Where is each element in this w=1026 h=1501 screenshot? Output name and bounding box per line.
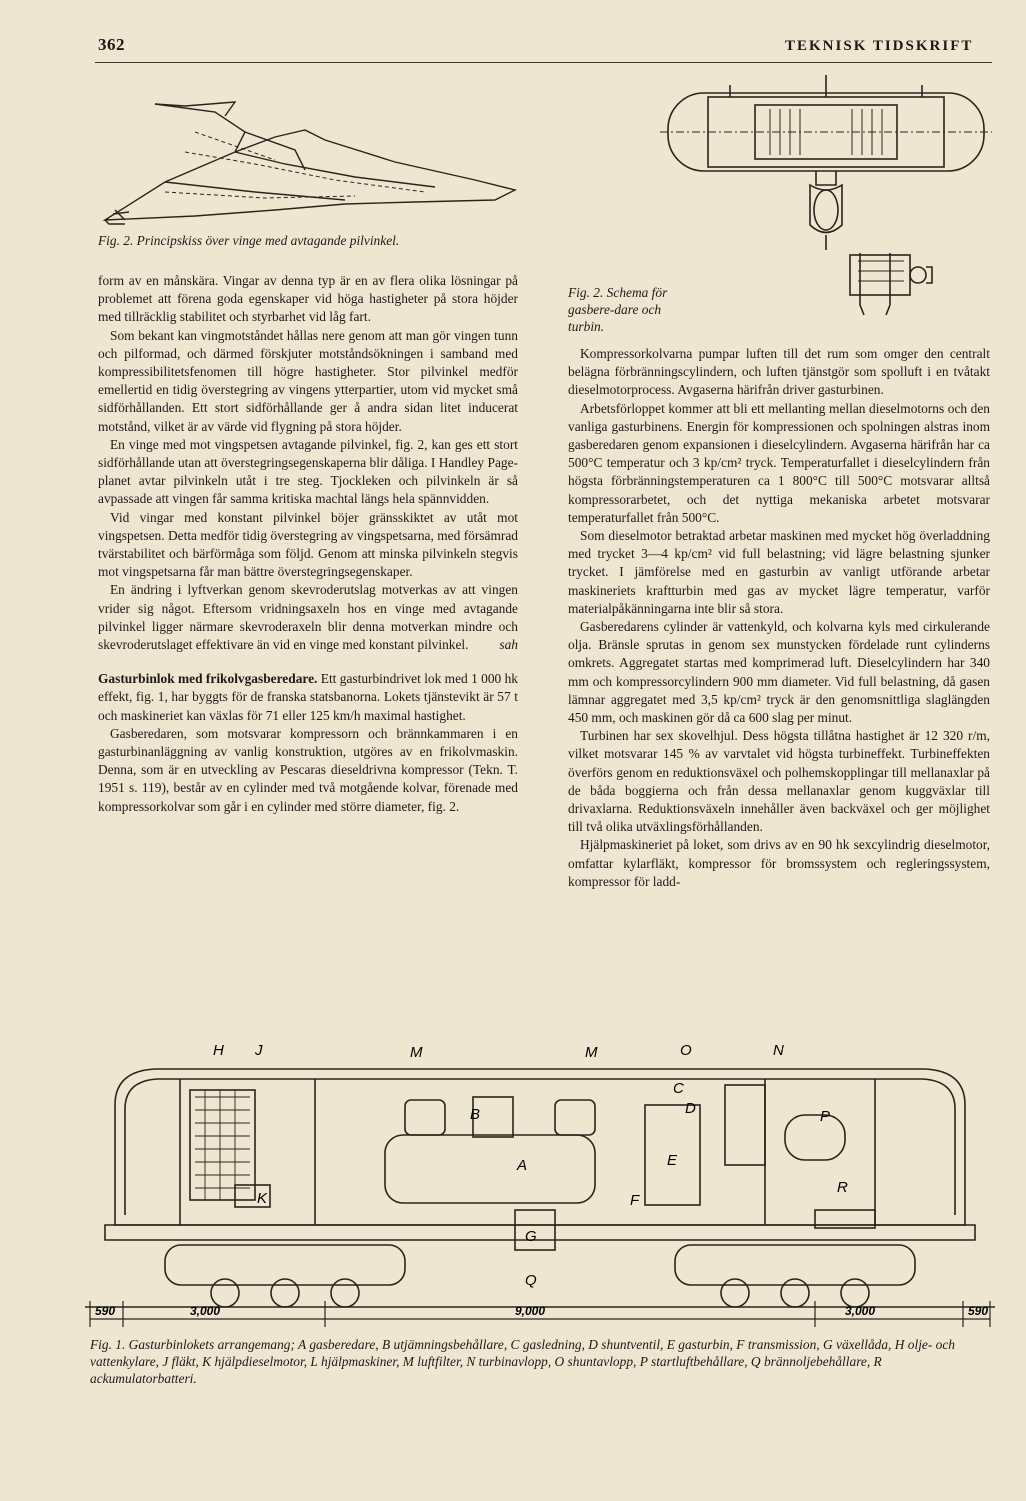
label-m-2: M xyxy=(585,1044,598,1061)
left-paragraph-4: Vid vingar med konstant pilvinkel böjer gränsskiktet av utåt mot vingspetsen. Detta medför tidig överstegring av vingspetsarna, med försämrad tvärstabilitet och bärförmåga som följd. Genom att minska pilvinkeln stegvis mot vingspetsarna får man bättre överstegringsegenskaper. xyxy=(98,509,518,580)
article-paragraph-1-text: Ett gasturbindrivet lok med 1 000 hk effekt, fig. 1, har byggts för de franska statsbanorna. Lokets tjänstevikt är 57 t och maskineriet kan växlas för 71 eller 125 km/h maximal hastighet. xyxy=(98,671,518,723)
locomotive-caption: Fig. 1. Gasturbinlokets arrangemang; A gasberedare, B utjämningsbehållare, C gasledning, D shuntventil, E gasturbin, F transmission, G växellåda, H olje- och vattenkylare, J fläkt, K hjälpdieselmotor, L hjälpmaskiner, M luftfilter, N turbinavlopp, O shuntavlopp, P startluftbehållare, Q brännoljebehållare, R ackumulatorbatteri. xyxy=(90,1337,955,1386)
left-paragraph-3: En vinge med mot vingspetsen avtagande pilvinkel, fig. 2, kan ges ett stort sidförhållande utan att överstegringsegenskaperna blir dåliga. I Handley Page-planet avtar pilvinkeln utåt i tre steg. Tjockleken och pilvinkeln är så avpassade att vingen får samma kritiska machtal längs hela spännvidden. xyxy=(98,436,518,507)
label-q: Q xyxy=(525,1272,537,1289)
right-paragraph-6: Hjälpmaskineriet på loket, som drivs av en 90 hk sexcylindrig dieselmotor, omfattar kylarfläkt, kompressor för bromssystem och regleringssystem, kompressor för ladd- xyxy=(568,837,990,889)
label-a: A xyxy=(517,1157,528,1174)
label-e: E xyxy=(667,1152,678,1169)
dim-1: 590 xyxy=(95,1304,116,1318)
wing-caption: Fig. 2. Principskiss över vinge med avtagande pilvinkel. xyxy=(98,233,400,248)
dim-3: 9,000 xyxy=(515,1304,546,1318)
label-o: O xyxy=(680,1042,692,1059)
left-paragraph-5-text: En ändring i lyftverkan genom skevroderutslag motverkas av att vingen vrider sig något. Eftersom vridningsaxeln hos en vinge med avtagande pilvinkel ligger närmare skevroderaxeln blir denna motverkan mindre och skevroderutslaget effektivare än vid en vinge med konstant pilvinkel. xyxy=(98,582,518,653)
label-r: R xyxy=(837,1179,848,1196)
right-paragraph-5: Turbinen har sex skovelhjul. Dess högsta tillåtna hastighet är 12 320 r/m, vilket motsvarar 145 % av varvtalet vid högsta turbineffekt. Turbineffekten överförs genom en reduktionsväxel och polhemskopplingar till mellanaxlar på de båda boggierna och från dessa mellanaxlar genom kuggväxlar till drivaxlarna. Reduktionsväxeln innehåller även backväxel och ger möjlighet till två olika utväxlingsförhållanden. xyxy=(568,728,990,835)
label-j: J xyxy=(255,1042,263,1059)
article-paragraph-2: Gasberedaren, som motsvarar kompressorn och brännkammaren i en gasturbinanläggning av vanlig konstruktion, utgöres av en frikolvmaskin. Denna, som är en utveckling av Pescaras dieseldrivna kompressor (Tekn. T. 1951 s. 119), består av en cylinder med två motgående kolvar, förenade med kompressorkolvar som går i en cylinder med större diameter, fig. 2. xyxy=(98,725,518,814)
dim-2: 3,000 xyxy=(190,1304,221,1318)
right-paragraph-4: Gasberedarens cylinder är vattenkyld, och kolvarna kyls med cirkulerande olja. Bränsle sprutas in genom sex munstycken fördelade runt cylinderns omkrets. Aggregatet startas med komprimerad luft. Dieselcylindern har 340 mm och kompressorcylindern 900 mm diameter. Vid full belastning, då gasen lämnar aggregatet med 3,5 kp/cm² tryck är den genomsnittliga slaglängden 450 mm, och maskinen gör då ca 600 slag per minut. xyxy=(568,619,990,726)
label-d: D xyxy=(685,1100,696,1117)
label-n: N xyxy=(773,1042,784,1059)
gas-generator-figure xyxy=(660,75,992,320)
right-paragraph-1: Kompressorkolvarna pumpar luften till det rum som omger den centralt belägna förbränningscylindern, och luften tjänstgör som spolluft i en tvåtakt dieselmotorprocess. Avgaserna härifrån driver gasturbinen. xyxy=(568,346,990,398)
author-signature: sah xyxy=(499,637,518,653)
dim-5: 590 xyxy=(968,1304,989,1318)
label-k: K xyxy=(257,1190,268,1207)
header-rule xyxy=(95,62,992,63)
dim-4: 3,000 xyxy=(845,1304,876,1318)
gas-generator-caption: Fig. 2. Schema för gasbere-dare och turbin. xyxy=(568,285,668,334)
label-c: C xyxy=(673,1080,684,1097)
left-paragraph-2: Som bekant kan vingmotståndet hållas nere genom att man gör vingen tunn och pilformad, och därmed förskjuter motståndsökningen i samband med kompressibilitetsfenomen till högre hastigheter. Stor pilvinkel medför emellertid en tidig överstegring av vingens ytterpartier, utom vid mycket små sidförhållanden. Ett stort sidförhållande ger å andra sidan litet inducerat motstånd, vilket är av värde vid flygning på stora höjder. xyxy=(98,327,518,434)
label-g: G xyxy=(525,1228,537,1245)
left-paragraph-5 xyxy=(98,581,518,654)
right-paragraph-2: Arbetsförloppet kommer att bli ett mellanting mellan dieselmotorns och den vanliga gasturbinens. Energin för kompressionen och spolningen alstras inom gasberedaren genom expansionen i dieselcylindern. Avgaserna härifrån har ca 500°C temperatur och 3 kp/cm² tryck. Temperaturfallet i dieselcylindern från högsta förbränningstemperaturen ca 1 800°C till 500°C motsvarar alltså kompressorarbetet, och det nyttiga mekaniska arbetet motsvarar temperaturfallet från 500°C. xyxy=(568,400,990,525)
journal-title: TEKNISK TIDSKRIFT xyxy=(785,38,974,54)
label-m-1: M xyxy=(410,1044,423,1061)
page-number: 362 xyxy=(98,35,125,54)
locomotive-figure xyxy=(85,1035,995,1330)
left-paragraph-1: form av en månskära. Vingar av denna typ är en av flera olika lösningar på problemet att förena goda egenskaper vid höga hastigheter på stora höjder med tillräcklig stabilitet och styrbarhet vid låg fart. xyxy=(98,273,518,325)
article-heading: Gasturbinlok med frikolvgasberedare. xyxy=(98,671,318,687)
right-column xyxy=(568,345,990,891)
wing-figure xyxy=(95,92,525,227)
label-b: B xyxy=(470,1106,481,1123)
label-p: P xyxy=(820,1108,831,1125)
label-f: F xyxy=(630,1192,640,1209)
right-paragraph-3: Som dieselmotor betraktad arbetar maskinen med mycket hög överladdning med trycket 3—4 kp/cm² vid full belastning; vid lägre belastning sjunker trycket. I jämförelse med en gasturbin av vanligt utförande arbetar maskineriets kraftturbin med gas av mycket lägre temperatur, varför materialpåkänningarna inte blir så stora. xyxy=(568,528,990,616)
left-column xyxy=(98,272,518,816)
article-paragraph-1 xyxy=(98,670,518,725)
label-h: H xyxy=(213,1042,224,1059)
